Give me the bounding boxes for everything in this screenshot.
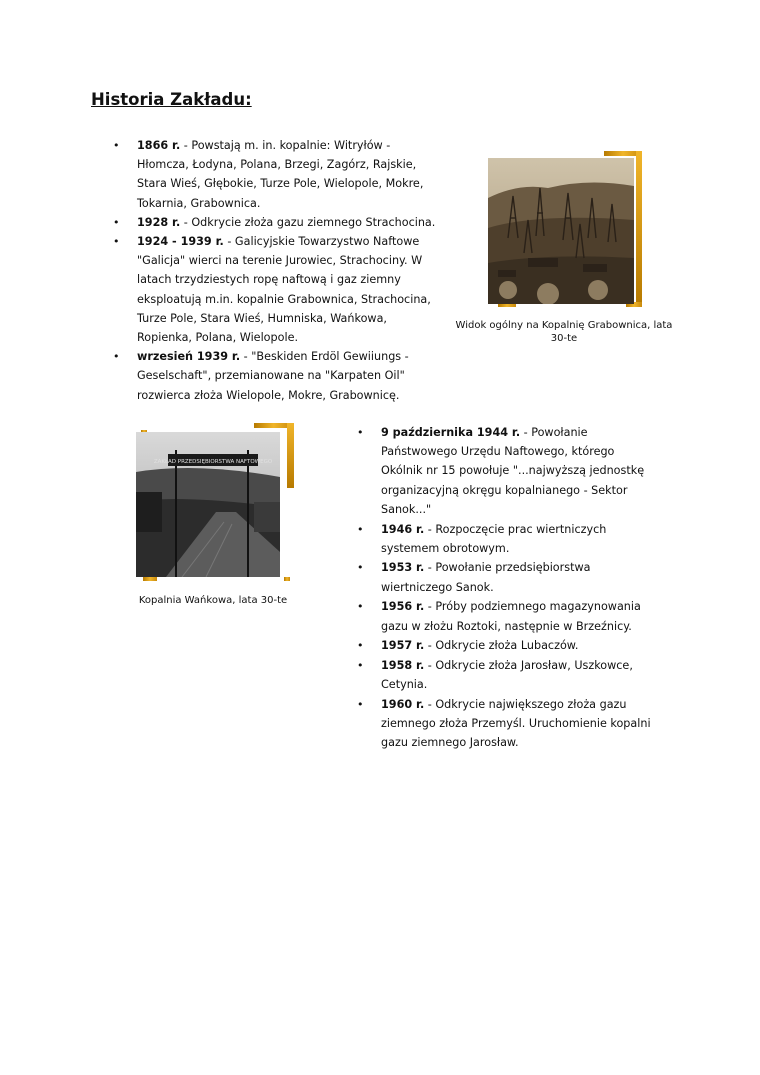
item-text: - Rozpoczęcie prac wiertniczych systemem obrotowym.: [381, 522, 607, 555]
item-date: 1960 r.: [381, 697, 425, 711]
bullet-icon: •: [357, 697, 364, 711]
item-text: - Odkrycie największego złoża gazu ziemnego złoża Przemyśl. Uruchomienie kopalni gazu ziemnego Jarosław.: [381, 697, 651, 750]
photo-caption-grabownica: Widok ogólny na Kopalnię Grabownica, lata 30-te: [455, 320, 673, 344]
list-item: [357, 423, 657, 519]
item-date: 1928 r.: [137, 215, 181, 229]
bullet-icon: •: [357, 522, 364, 536]
item-date: 1953 r.: [381, 561, 425, 575]
bullet-icon: •: [113, 235, 120, 249]
item-date: 1957 r.: [381, 639, 425, 653]
item-date: 1956 r.: [381, 600, 425, 614]
list-item: [357, 636, 657, 655]
item-text: - Próby podziemnego magazynowania gazu w złożu Roztoki, następnie w Brzeźnicy.: [381, 600, 641, 633]
item-text: - Galicyjskie Towarzystwo Naftowe "Galicja" wierci na terenie Jurowiec, Strachociny. W latach trzydziestych ropę naftową i gaz ziemny eksploatują m.in. kopalnie Grabownica, Strachocina, Turze Pole, Stara Wieś, Humniska, Wańkowa, Ropienka, Polana, Wielopole.: [137, 235, 431, 345]
list-item: [113, 213, 438, 232]
list-item: [357, 695, 657, 753]
photo-caption-wankowa: Kopalnia Wańkowa, lata 30-te: [138, 595, 288, 606]
page-title: Historia Zakładu:: [91, 90, 252, 109]
history-list-2: [357, 423, 657, 753]
bullet-icon: •: [357, 658, 364, 672]
item-text: - Odkrycie złoża Jarosław, Uszkowce, Cetynia.: [381, 658, 633, 692]
item-text: - Odkrycie złoża gazu ziemnego Strachocina.: [180, 215, 436, 229]
oil-field-photo: [488, 158, 634, 304]
list-item: [357, 520, 657, 558]
item-text: - Powstają m. in. kopalnie: Witryłów - Hłomcza, Łodyna, Polana, Brzegi, Zagórz, Rajskie, Stara Wieś, Głębokie, Turze Pole, Wielopole, Mokre, Tokarnia, Grabownica.: [137, 139, 424, 210]
item-date: 1946 r.: [381, 522, 425, 536]
bullet-icon: •: [113, 350, 120, 364]
photo-grabownica: [486, 151, 643, 309]
photo-frame-right: [287, 423, 294, 488]
list-item: [357, 656, 657, 694]
list-item: [357, 558, 657, 596]
bullet-icon: •: [113, 215, 120, 229]
item-text: - Powołanie Państwowego Urzędu Naftowego, którego Okólnik nr 15 powołuje "...najwyższą jednostkę organizacyjną okręgu kopalnianego - Sektor Sanok...": [381, 426, 645, 516]
item-date: 1958 r.: [381, 658, 425, 672]
gate-sign-text: ZAKŁAD PRZEDSIĘBIORSTWA NAFTOWEGO: [153, 459, 273, 465]
list-item: [113, 136, 438, 213]
photo-frame-bottom-right: [284, 577, 290, 581]
list-item: [113, 232, 438, 347]
item-text: - "Beskiden Erdöl Gewiiungs - Geselschaft", przemianowane na "Karpaten Oil" rozwierca złoża Wielopole, Mokre, Grabownicę.: [137, 350, 409, 402]
list-item: [113, 347, 438, 405]
bullet-icon: •: [113, 139, 120, 152]
item-date: 9 października 1944 r.: [381, 426, 521, 439]
item-date: wrzesień 1939 r.: [137, 350, 241, 364]
photo-wankowa: [136, 423, 294, 583]
bullet-icon: •: [357, 561, 364, 575]
bullet-icon: •: [357, 600, 364, 614]
bullet-icon: •: [357, 639, 364, 653]
wankowa-photo: [136, 432, 280, 577]
item-date: 1924 - 1939 r.: [137, 235, 224, 249]
photo-frame-right: [636, 151, 642, 306]
history-list-1: [113, 136, 438, 405]
item-text: - Odkrycie złoża Lubaczów.: [424, 639, 579, 653]
item-text: - Powołanie przedsiębiorstwa wiertniczego Sanok.: [381, 561, 591, 594]
bullet-icon: •: [357, 426, 364, 439]
list-item: [357, 597, 657, 635]
item-date: 1866 r.: [137, 139, 181, 152]
photo-frame-bottom: [143, 577, 157, 581]
